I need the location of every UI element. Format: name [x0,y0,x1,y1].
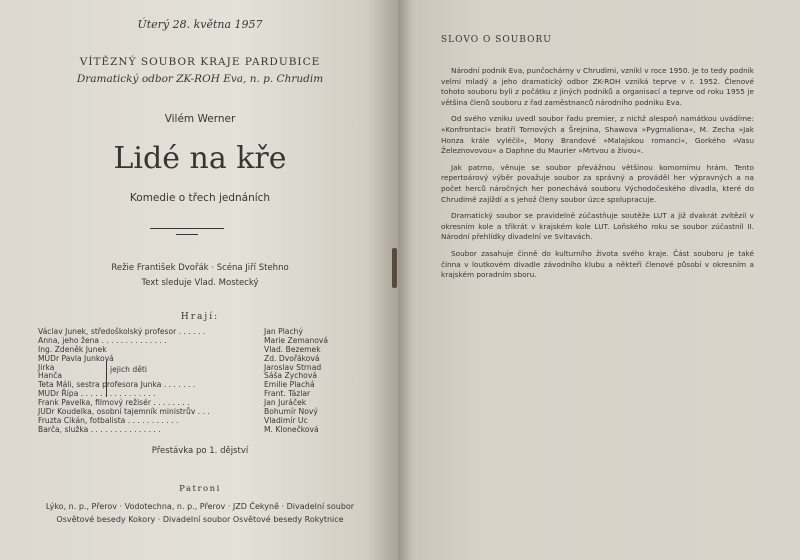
about-paragraph: Dramatický soubor se pravidelně zúčastňuje soutěže LUT a již dvakrát zvítězil v okresním kole a třikrát v krajském kole LUT. Loňského roku se soubor zúčastnil II. Národní přehlídky divadelní ve Svitavách. [441,211,754,242]
cast-actor: Jan Juráček [264,398,307,408]
children-brace-label: jejich děti [110,365,147,374]
cast-actor: M. Klonečková [264,424,319,434]
staple [392,248,397,288]
cast-actor: Vlad. Bezemek [264,344,321,354]
cast-actor: Marie Zemanová [264,335,329,345]
ornament-rule-bottom [176,234,198,235]
cast-role: JUDr Koudelka, osobní tajemník ministrův . . . [38,407,210,417]
cast-role: MUDr Řípa . . . . . . . . . . . . . . . . [38,389,156,399]
about-paragraph: Od svého vzniku uvedl soubor řadu premier, z nichž alespoň namátkou uvádíme: »Konfrontaci« bratří Tornových a Šrejnina, Shawova »Pygmaliona«, M. Zecha »Jak Honza krále vyléčil«, Mony Brandové »Malajskou romanci«, Gorkého »Vasu Železnovovou« a Daphne du Maurier »Mrtvou a živou«. [441,114,754,156]
cast-row [38,426,368,435]
cast-actor: Bohumír Nový [264,407,318,417]
ornament-rule-top [150,228,224,229]
patrons-line: Lýko, n. p., Přerov · Vodotechna, n. p., Přerov · JZD Čekyně · Divadelní soubor [45,502,355,511]
cast-list [38,328,368,435]
patrons-line: Osvětové besedy Kokory · Divadelní soubor Osvětové besedy Rokytnice [56,515,344,524]
about-text [441,66,754,287]
cast-role: Fruzta Cikán, fotbalista . . . . . . . . . . . [38,415,179,425]
cast-role: Ing. Zdeněk Junek [38,344,107,354]
patrons-heading: Patroni [179,484,221,494]
cast-actor: Jan Plachý [264,327,303,336]
cast-role: Jirka [38,362,55,372]
cast-actor: Jaroslav Strnad [264,362,322,372]
cast-role: Frank Pavelka, filmový režisér . . . . . . . . [38,398,190,408]
ensemble-name: VÍTĚZNÝ SOUBOR KRAJE PARDUBICE [79,56,321,68]
about-paragraph: Jak patrno, věnuje se soubor převážnou většinou komornímu hrám. Tento repertoárový výběr považuje soubor za správný a prováděl her výpravných a na počet herců náročných her ponechává souboru Východočeského divadla, které do Chrudimě zajíždí a s jehož členy soubor úzce spolupracuje. [441,162,754,204]
intermission-note: Přestávka po 1. dějství [151,446,249,456]
about-paragraph: Soubor zasahuje činně do kulturního života svého kraje. Část souboru je také činna v loutkovém divadle závodního klubu a někteří členové působí v okresním a krajském poradním sboru. [441,248,754,280]
play-title: Lidé na kře [113,141,287,176]
cast-role: Teta Máli, sestra profesora Junka . . . . . . . [38,380,196,390]
cast-actor: Sáša Zychová [264,371,317,381]
play-author: Vilém Werner [164,113,236,125]
left-page [0,0,398,560]
cast-heading: Hrají: [180,312,220,322]
cast-role: Václav Junek, středoškolský profesor . . . . . . [38,327,206,336]
cast-actor: Vladimír Uc [264,415,308,425]
cast-role: Barča, služka . . . . . . . . . . . . . . . [38,424,161,434]
cast-role: Anna, jeho žena . . . . . . . . . . . . . . [38,335,167,345]
cast-role: MUDr Pavla Junková [38,353,114,363]
play-subtitle: Komedie o třech jednáních [129,192,271,204]
cast-row [38,364,368,373]
credits-text: Text sleduje Vlad. Mostecký [141,278,259,288]
department-name: Dramatický odbor ZK-ROH Eva, n. p. Chrudim [76,73,324,85]
performance-date: Úterý 28. května 1957 [137,18,263,31]
about-heading: SLOVO O SOUBORU [441,35,552,45]
cast-role: Hanča [38,371,63,381]
about-paragraph: Národní podnik Eva, punčochárny v Chrudimi, vznikl v roce 1950. Je to tedy podnik velmi mladý a jeho dramatický odbor ZK-ROH vzniká teprve v r. 1952. Členové tohoto souboru byli z počátku z jiných podniků a organisací a teprve od roku 1955 je většina členů souboru z řad zaměstnanců národního podniku Eva. [441,66,754,107]
cast-actor: Zd. Dvořáková [264,353,320,363]
credits-direction: Režie František Dvořák · Scéna Jiří Stehno [111,263,289,273]
cast-actor: Frant. Tázlar [264,389,311,399]
cast-actor: Emilie Plachá [264,380,315,390]
children-brace [101,361,107,397]
